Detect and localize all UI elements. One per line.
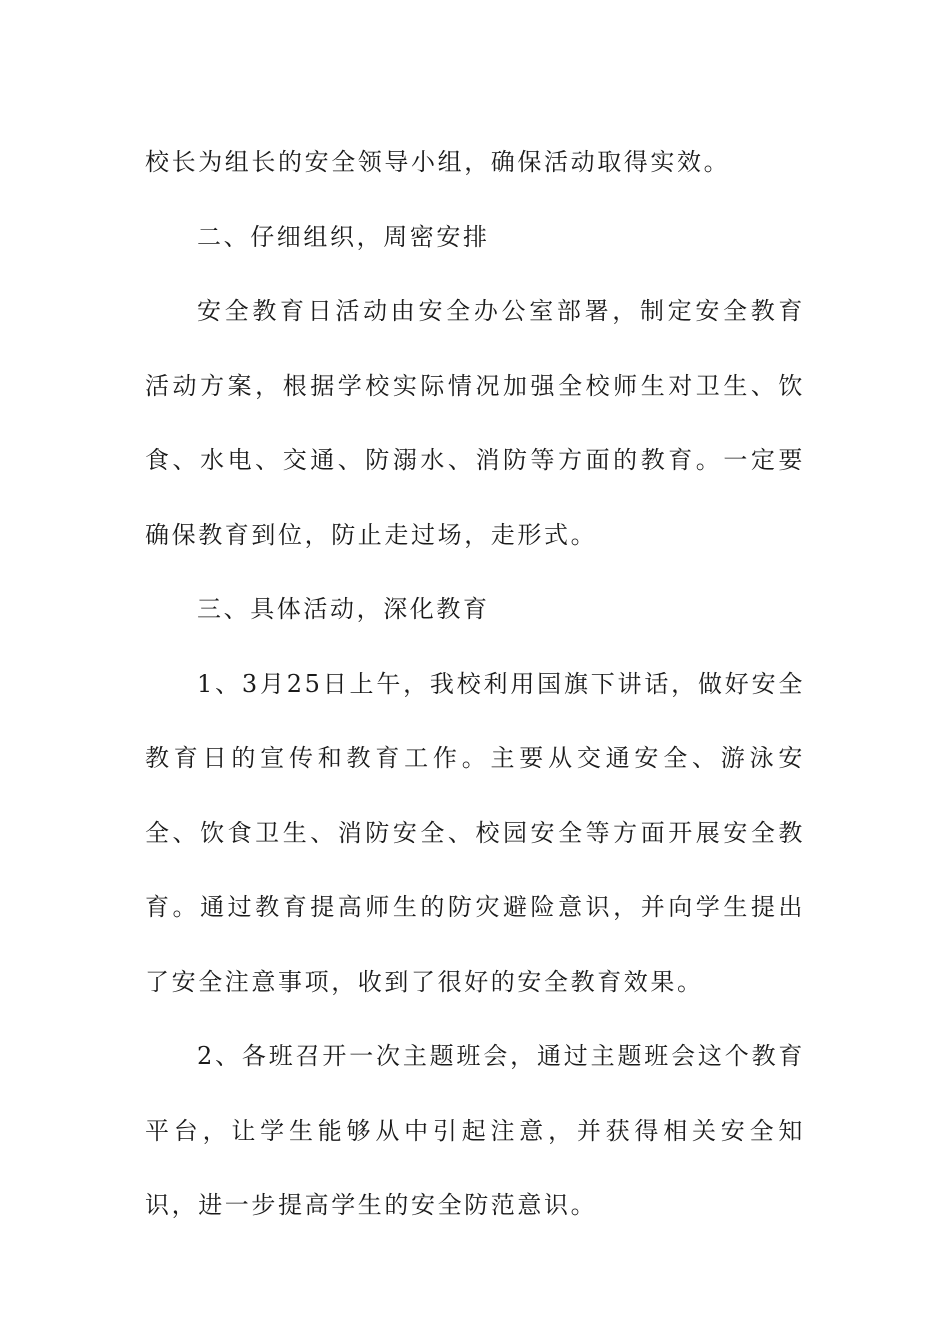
section-heading-2: 二、仔细组织，周密安排 (197, 222, 490, 251)
paragraph-continuation: 校长为组长的安全领导小组，确保活动取得实效。 (145, 148, 731, 176)
paragraph-activity-2: 2、各班召开一次主题班会，通过主题班会这个教育平台，让学生能够从中引起注意，并获得相关安全知识，进一步提高学生的安全防范意识。 (145, 1042, 805, 1219)
document-body (145, 125, 805, 1243)
paragraph-activity-1: 1、3月25日上午，我校利用国旗下讲话，做好安全教育日的宣传和教育工作。主要从交通安全、游泳安全、饮食卫生、消防安全、校园安全等方面开展安全教育。通过教育提高师生的防灾避险意识，并向学生提出了安全注意事项，收到了很好的安全教育效果。 (145, 669, 805, 996)
section-heading-3: 三、具体活动，深化教育 (197, 595, 490, 623)
paragraph-organization: 安全教育日活动由安全办公室部署，制定安全教育活动方案，根据学校实际情况加强全校师生对卫生、饮食、水电、交通、防溺水、消防等方面的教育。一定要确保教育到位，防止走过场，走形式。 (145, 297, 805, 549)
